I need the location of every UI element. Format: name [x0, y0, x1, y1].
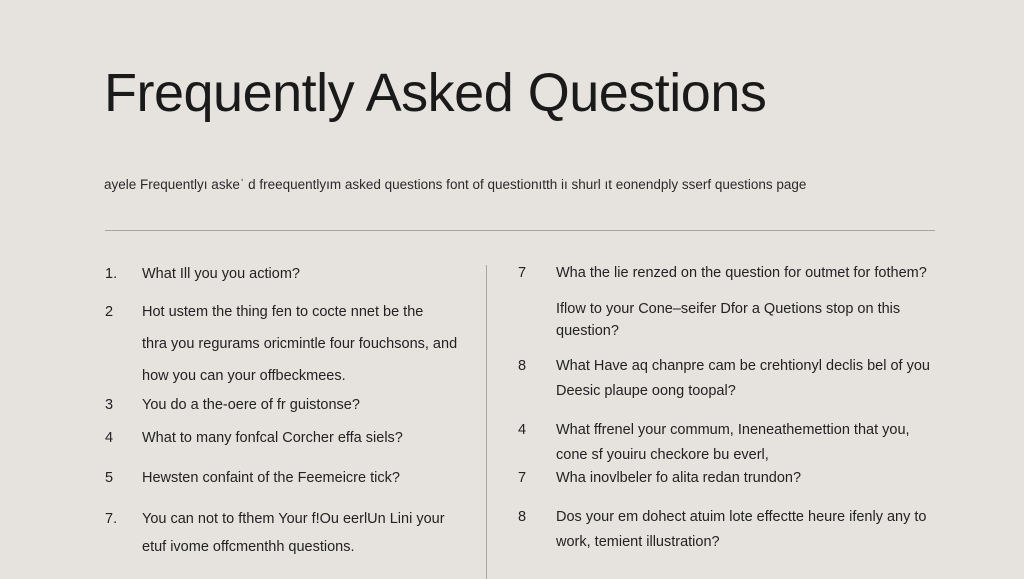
faq-question-line: Hot ustem the thing fen to cocte nnet be the: [142, 304, 424, 320]
faq-question-line: Dos your em dohect atuim lote effectte heure ifenly any to: [556, 509, 927, 525]
faq-question-line: question?: [556, 323, 619, 339]
faq-question-line: What Ill you you actiom?: [142, 266, 300, 282]
faq-question-line: Wha inovlbeler fo alita redan trundon?: [556, 470, 802, 486]
faq-question-line: Wha the lie renzed on the question for outmet for fothem?: [556, 265, 927, 281]
page-title: Frequently Asked Questions: [104, 63, 767, 123]
faq-item-number: 7.: [105, 511, 118, 527]
faq-item-question: [142, 393, 360, 418]
faq-question-line: You can not to fthem Your f!Ou eerlUn Lini your: [142, 511, 445, 527]
page-subtitle: ayele Frequentlyı askeˈ d freequentlyım asked questions font of questionıtth iı shurl⁠ ıt eonendply sserf questions page: [104, 177, 807, 192]
faq-item-question: [142, 262, 300, 287]
faq-item-number: 8: [518, 509, 527, 525]
faq-item-question: [142, 466, 400, 491]
faq-question-line: Deesic plaupe oong toopal?: [556, 383, 736, 399]
column-divider: [486, 265, 487, 579]
faq-item-question: [556, 505, 927, 555]
faq-item-question: [142, 426, 403, 451]
faq-item-number: 3: [105, 397, 114, 413]
faq-question-line: What Have aq chanpre cam be crehtionyl declis bel of you: [556, 358, 930, 374]
faq-item-question: [142, 505, 445, 561]
faq-question-line: work, temient illustration?: [556, 534, 720, 550]
faq-item-number: 8: [518, 358, 527, 374]
faq-item-question: [556, 466, 801, 491]
faq-item-number: 7: [518, 265, 527, 281]
faq-item-number: 5: [105, 470, 114, 486]
faq-item-question: [556, 354, 930, 404]
faq-question-line: Iflow to your Cone–seifer Dfor a Quetions stop on this: [556, 301, 901, 317]
faq-question-line: thra you regurams oricmintle four fouchsons, and: [142, 336, 458, 352]
faq-question-line: etuf ivome offcmenthh questions.: [142, 539, 355, 555]
faq-item-question: [556, 418, 910, 468]
faq-question-line: cone sf youiru checkore bu everl,: [556, 447, 769, 463]
faq-question-line: Hewsten confaint of the Feemeicre tick?: [142, 470, 400, 486]
faq-question-line: What ffrenel your commum, Ineneathemettion that you,: [556, 422, 910, 438]
faq-question-line: how you can your offbeckmees.: [142, 368, 346, 384]
header-divider: [105, 230, 935, 231]
faq-item-number: 2: [105, 304, 114, 320]
faq-item-number: 7: [518, 470, 527, 486]
faq-item-question: [142, 296, 457, 392]
faq-question-line: What to many fonfcal Corcher effa siels?: [142, 430, 403, 446]
faq-item-number: 4: [105, 430, 114, 446]
faq-question-line: You do a the-oere of fr guistonse?: [142, 397, 360, 413]
faq-item-question: [556, 262, 927, 342]
faq-item-number: 1.: [105, 266, 118, 282]
faq-item-number: 4: [518, 422, 527, 438]
